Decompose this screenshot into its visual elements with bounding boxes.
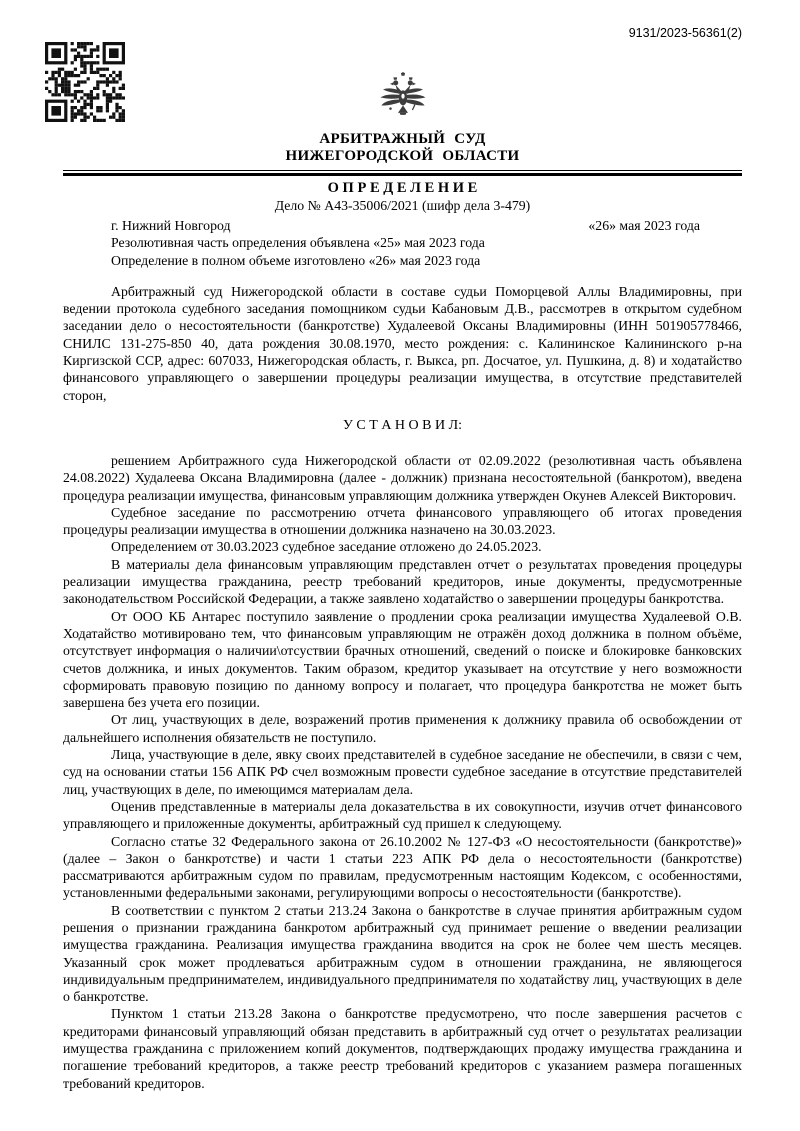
body-paragraph: От ООО КБ Антарес поступило заявление о продлении срока реализации имущества Худалеевой О.В. Ходатайство мотивировано тем, что финансовым управляющим не отражён доход должника в полном объёме, отсутствует информация о наличии\отсуствии брачных отношений, сведений о поиске и блокировке банковских счетов должника, и иных документов. Таким образом, кредитор указывает на отсутствие у него возможности сформировать правовую позицию по данному вопросу и полагает, что процедура банкротства не может быть завершена без учета его позиции. xyxy=(63,608,742,711)
letterhead-divider xyxy=(63,170,742,176)
case-number-line: Дело № А43-35006/2021 (шифр дела 3-479) xyxy=(274,198,531,213)
document-type-title: О П Р Е Д Е Л Е Н И Е xyxy=(327,180,478,196)
body-paragraph: Согласно статье 32 Федерального закона от 26.10.2002 № 127-ФЗ «О несостоятельности (банкротстве)» (далее – Закон о банкротстве) и части 1 статьи 223 АПК РФ дела о несостоятельности (банкротстве) рассматриваются арбитражным судом по правилам, предусмотренным настоящим Кодексом, с особенностями, установленными федеральными законами, регулирующими вопросы о несостоятельности (банкротстве). xyxy=(63,833,742,901)
body-paragraph: Определением от 30.03.2023 судебное заседание отложено до 24.05.2023. xyxy=(111,539,542,555)
meta-block xyxy=(63,217,742,269)
body-paragraph: Пунктом 1 статьи 213.28 Закона о банкротстве предусмотрено, что после завершения расчетов с кредиторами финансовый управляющий обязан представить в арбитражный суд отчет о результатах реализации имущества гражданина с приложением копий документов, подтверждающих продажу имущества гражданина и погашение требований кредиторов, а также реестр требований кредиторов с указанием размера погашенных требований кредиторов. xyxy=(63,1006,742,1091)
document-date: «26» мая 2023 года xyxy=(588,218,700,233)
body-paragraph: От лиц, участвующих в деле, возражений против применения к должнику правила об освобождении от дальнейшего исполнения обязательств не поступило. xyxy=(63,712,742,745)
court-name-line2: НИЖЕГОРОДСКОЙ ОБЛАСТИ xyxy=(285,148,520,164)
body-paragraph: В материалы дела финансовым управляющим представлен отчет о результатах проведения процедуры реализации имущества гражданина, реестр требований кредиторов, иные документы, предусмотренные законодательством Российской Федерации, а также заявлено ходатайство о завершении процедуры банкротства. xyxy=(63,556,742,607)
resolutive-part-date-line: Резолютивная часть определения объявлена «25» мая 2023 года xyxy=(111,235,485,251)
body-paragraph: решением Арбитражного суда Нижегородской области от 02.09.2022 (резолютивная часть объявлена 24.08.2022) Худалеева Оксана Владимировна (далее - должник) признана несостоятельной (банкротом), введена процедура реализации имущества, финансовым управляющим должника утвержден Окунев Алексей Викторович. xyxy=(63,452,742,503)
city-date-row xyxy=(63,217,742,234)
body-paragraph: В соответствии с пунктом 2 статьи 213.24 Закона о банкротстве в случае принятия арбитражным судом решения о признании гражданина банкротом арбитражный суд принимает решение о введении реализации имущества гражданина. Реализация имущества гражданина вводится на срок не более чем шесть месяцев. Указанный срок может продлеваться арбитражным судом в отношении гражданина, не являющегося индивидуальным предпринимателем, индивидуального предпринимателя по ходатайству лиц, участвующих в деле о банкротстве. xyxy=(63,902,742,1005)
court-name-line1: АРБИТРАЖНЫЙ СУД xyxy=(319,131,486,147)
coat-of-arms-eagle-icon xyxy=(378,67,428,127)
body-paragraph: Судебное заседание по рассмотрению отчета финансового управляющего об итогах проведения процедуры реализации имущества в отношении должника назначено на 30.03.2023. xyxy=(63,504,742,538)
body-paragraph: Лица, участвующие в деле, явку своих представителей в судебное заседание не обеспечили, в связи с чем, суд на основании статьи 156 АПК РФ счел возможным провести судебное заседание в отсутствие представителей лиц, участвующих в деле, по имеющимся материалам дела. xyxy=(63,747,742,797)
full-text-date-line: Определение в полном объеме изготовлено «26» мая 2023 года xyxy=(111,252,481,268)
city-label: г. Нижний Новгород xyxy=(111,218,231,233)
intro-paragraph: Арбитражный суд Нижегородской области в составе судьи Поморцевой Аллы Владимировны, при ведении протокола судебного заседания помощником судьи Кабановым Д.В., рассмотрев в открытом судебном заседании дело о несостоятельности (банкротстве) Худалеевой Оксаны Владимировны (ИНН 501905778466, СНИЛС 131-275-850 40, дата рождения 30.08.1970, место рождения: с. Калининское Калининского р-на Киргизской ССР, адрес: 607033, Нижегородская область, г. Выкса, рп. Досчатое, ул. Пушкина, д. 8) и ходатайство финансового управляющего о завершении процедуры реализации имущества, в отсутствие представителей сторон, xyxy=(63,283,742,403)
letterhead xyxy=(63,67,742,165)
document-registration-number: 9131/2023-56361(2) xyxy=(628,26,742,40)
ustanovil-heading: У С Т А Н О В И Л: xyxy=(343,417,462,433)
body-paragraph: Оценив представленные в материалы дела доказательства в их совокупности, изучив отчет финансового управляющего и приложенные документы, арбитражный суд пришел к следующему. xyxy=(63,798,742,832)
qr-code-icon xyxy=(45,42,125,122)
